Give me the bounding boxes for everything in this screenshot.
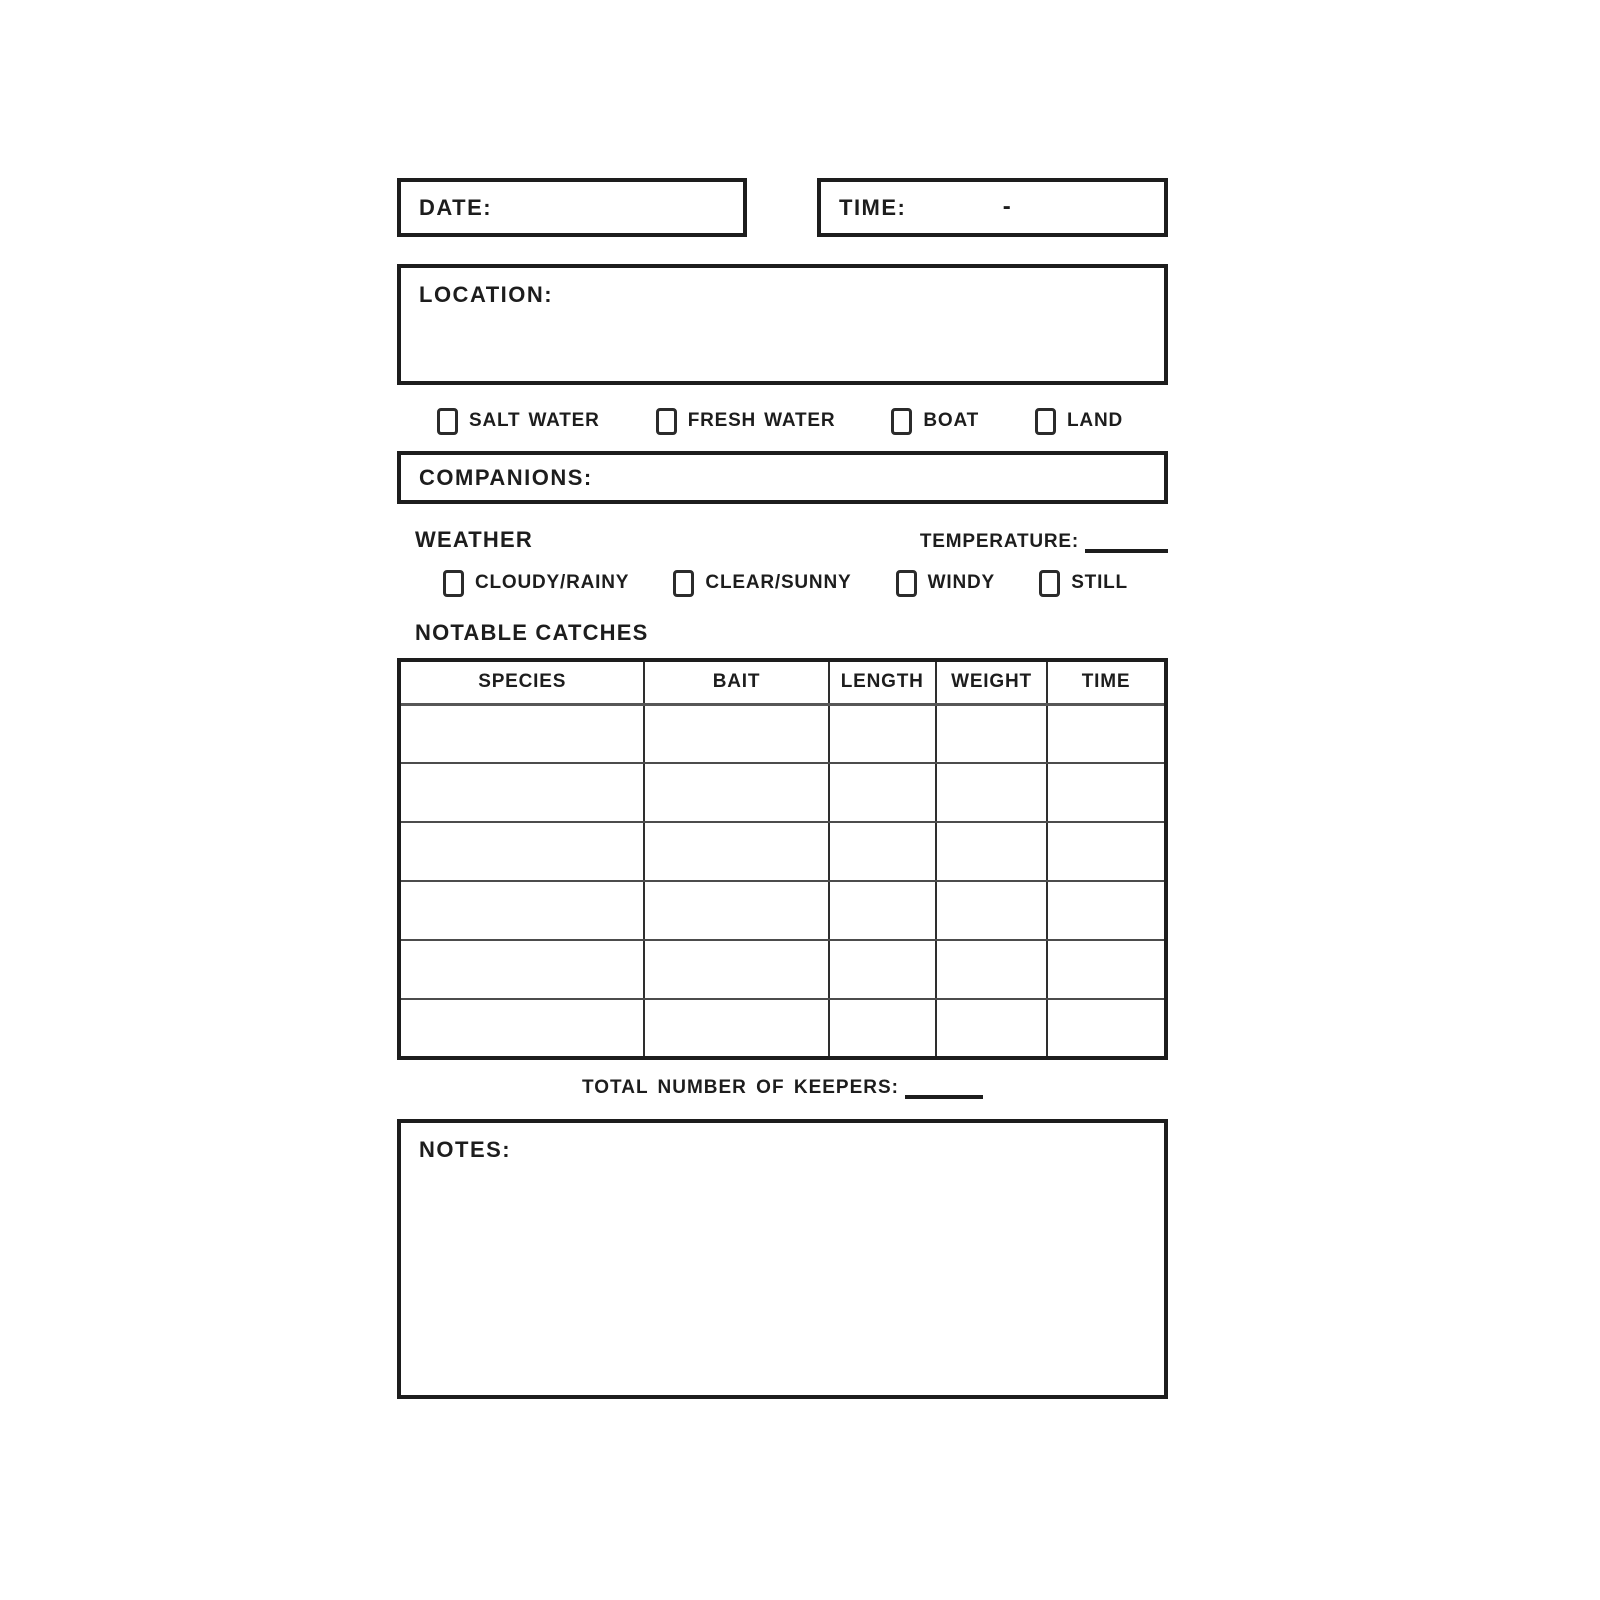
keepers-row bbox=[397, 1077, 1168, 1099]
catch-cell-weight[interactable] bbox=[936, 881, 1047, 940]
catch-cell-bait[interactable] bbox=[644, 704, 828, 763]
catches-body bbox=[399, 704, 1166, 1058]
date-time-row bbox=[397, 178, 1168, 237]
temperature-group bbox=[920, 531, 1168, 553]
boat-option bbox=[891, 408, 979, 435]
catch-cell-length[interactable] bbox=[829, 704, 936, 763]
catch-row bbox=[399, 822, 1166, 881]
boat-label: BOAT bbox=[923, 410, 979, 431]
weather-title: WEATHER bbox=[415, 527, 533, 552]
still-option bbox=[1039, 570, 1128, 597]
catch-cell-time[interactable] bbox=[1047, 822, 1166, 881]
catch-cell-species[interactable] bbox=[399, 940, 644, 999]
fresh-water-option bbox=[656, 408, 836, 435]
location-label: LOCATION: bbox=[419, 282, 554, 307]
catches-header-row bbox=[399, 660, 1166, 704]
boat-checkbox[interactable] bbox=[891, 408, 912, 435]
catch-cell-bait[interactable] bbox=[644, 881, 828, 940]
catch-row bbox=[399, 704, 1166, 763]
fishing-log-form bbox=[397, 178, 1168, 1399]
catch-cell-time[interactable] bbox=[1047, 940, 1166, 999]
catch-cell-weight[interactable] bbox=[936, 940, 1047, 999]
catch-cell-weight[interactable] bbox=[936, 763, 1047, 822]
catch-cell-length[interactable] bbox=[829, 999, 936, 1058]
catches-column-header-bait: BAIT bbox=[644, 660, 828, 704]
fresh-water-checkbox[interactable] bbox=[656, 408, 677, 435]
catch-cell-time[interactable] bbox=[1047, 999, 1166, 1058]
weather-options-row bbox=[397, 568, 1168, 598]
catch-cell-species[interactable] bbox=[399, 704, 644, 763]
catch-cell-length[interactable] bbox=[829, 763, 936, 822]
catch-cell-weight[interactable] bbox=[936, 822, 1047, 881]
land-checkbox[interactable] bbox=[1035, 408, 1056, 435]
windy-option bbox=[896, 570, 995, 597]
catch-row bbox=[399, 763, 1166, 822]
companions-field[interactable] bbox=[397, 451, 1168, 504]
catch-cell-species[interactable] bbox=[399, 881, 644, 940]
land-option bbox=[1035, 408, 1123, 435]
land-label: LAND bbox=[1067, 410, 1123, 431]
catch-cell-species[interactable] bbox=[399, 999, 644, 1058]
date-field[interactable] bbox=[397, 178, 747, 237]
date-label: DATE: bbox=[419, 194, 493, 220]
clear-sunny-label: CLEAR/SUNNY bbox=[705, 572, 852, 593]
catch-cell-time[interactable] bbox=[1047, 881, 1166, 940]
location-field[interactable] bbox=[397, 264, 1168, 385]
fresh-water-label: FRESH WATER bbox=[687, 410, 836, 431]
catch-cell-bait[interactable] bbox=[644, 763, 828, 822]
salt-water-label: SALT WATER bbox=[469, 410, 600, 431]
catch-cell-time[interactable] bbox=[1047, 763, 1166, 822]
catch-row bbox=[399, 999, 1166, 1058]
still-checkbox[interactable] bbox=[1039, 570, 1060, 597]
catch-cell-bait[interactable] bbox=[644, 999, 828, 1058]
catch-cell-length[interactable] bbox=[829, 881, 936, 940]
water-options-row bbox=[397, 406, 1168, 436]
salt-water-option bbox=[437, 408, 600, 435]
catch-cell-length[interactable] bbox=[829, 940, 936, 999]
catch-cell-weight[interactable] bbox=[936, 704, 1047, 763]
cloudy-rainy-label: CLOUDY/RAINY bbox=[475, 572, 630, 593]
catch-cell-bait[interactable] bbox=[644, 940, 828, 999]
catches-column-header-length: LENGTH bbox=[829, 660, 936, 704]
notable-catches-title: NOTABLE CATCHES bbox=[415, 620, 649, 645]
clear-sunny-option bbox=[673, 570, 851, 597]
windy-label: WINDY bbox=[927, 572, 995, 593]
catches-column-header-weight: WEIGHT bbox=[936, 660, 1047, 704]
catches-column-header-species: SPECIES bbox=[399, 660, 644, 704]
temperature-input-line[interactable] bbox=[1085, 533, 1168, 553]
catches-column-header-time: TIME bbox=[1047, 660, 1166, 704]
weather-header bbox=[397, 527, 1168, 553]
catch-row bbox=[399, 940, 1166, 999]
catches-table bbox=[397, 658, 1168, 1060]
catch-cell-time[interactable] bbox=[1047, 704, 1166, 763]
time-field[interactable] bbox=[817, 178, 1168, 237]
salt-water-checkbox[interactable] bbox=[437, 408, 458, 435]
notes-field[interactable] bbox=[397, 1119, 1168, 1399]
windy-checkbox[interactable] bbox=[896, 570, 917, 597]
time-range-separator: - bbox=[1002, 192, 1011, 220]
cloudy-rainy-option bbox=[443, 570, 629, 597]
notes-label: NOTES: bbox=[419, 1137, 512, 1162]
clear-sunny-checkbox[interactable] bbox=[673, 570, 694, 597]
catch-cell-bait[interactable] bbox=[644, 822, 828, 881]
time-label: TIME: bbox=[839, 194, 907, 220]
catch-cell-length[interactable] bbox=[829, 822, 936, 881]
companions-label: COMPANIONS: bbox=[419, 464, 593, 490]
temperature-label: TEMPERATURE: bbox=[919, 531, 1079, 552]
keepers-label: TOTAL NUMBER OF KEEPERS: bbox=[582, 1077, 899, 1098]
catch-row bbox=[399, 881, 1166, 940]
catch-cell-species[interactable] bbox=[399, 763, 644, 822]
cloudy-rainy-checkbox[interactable] bbox=[443, 570, 464, 597]
still-label: STILL bbox=[1071, 572, 1128, 593]
keepers-input-line[interactable] bbox=[905, 1079, 983, 1099]
catch-cell-weight[interactable] bbox=[936, 999, 1047, 1058]
catch-cell-species[interactable] bbox=[399, 822, 644, 881]
